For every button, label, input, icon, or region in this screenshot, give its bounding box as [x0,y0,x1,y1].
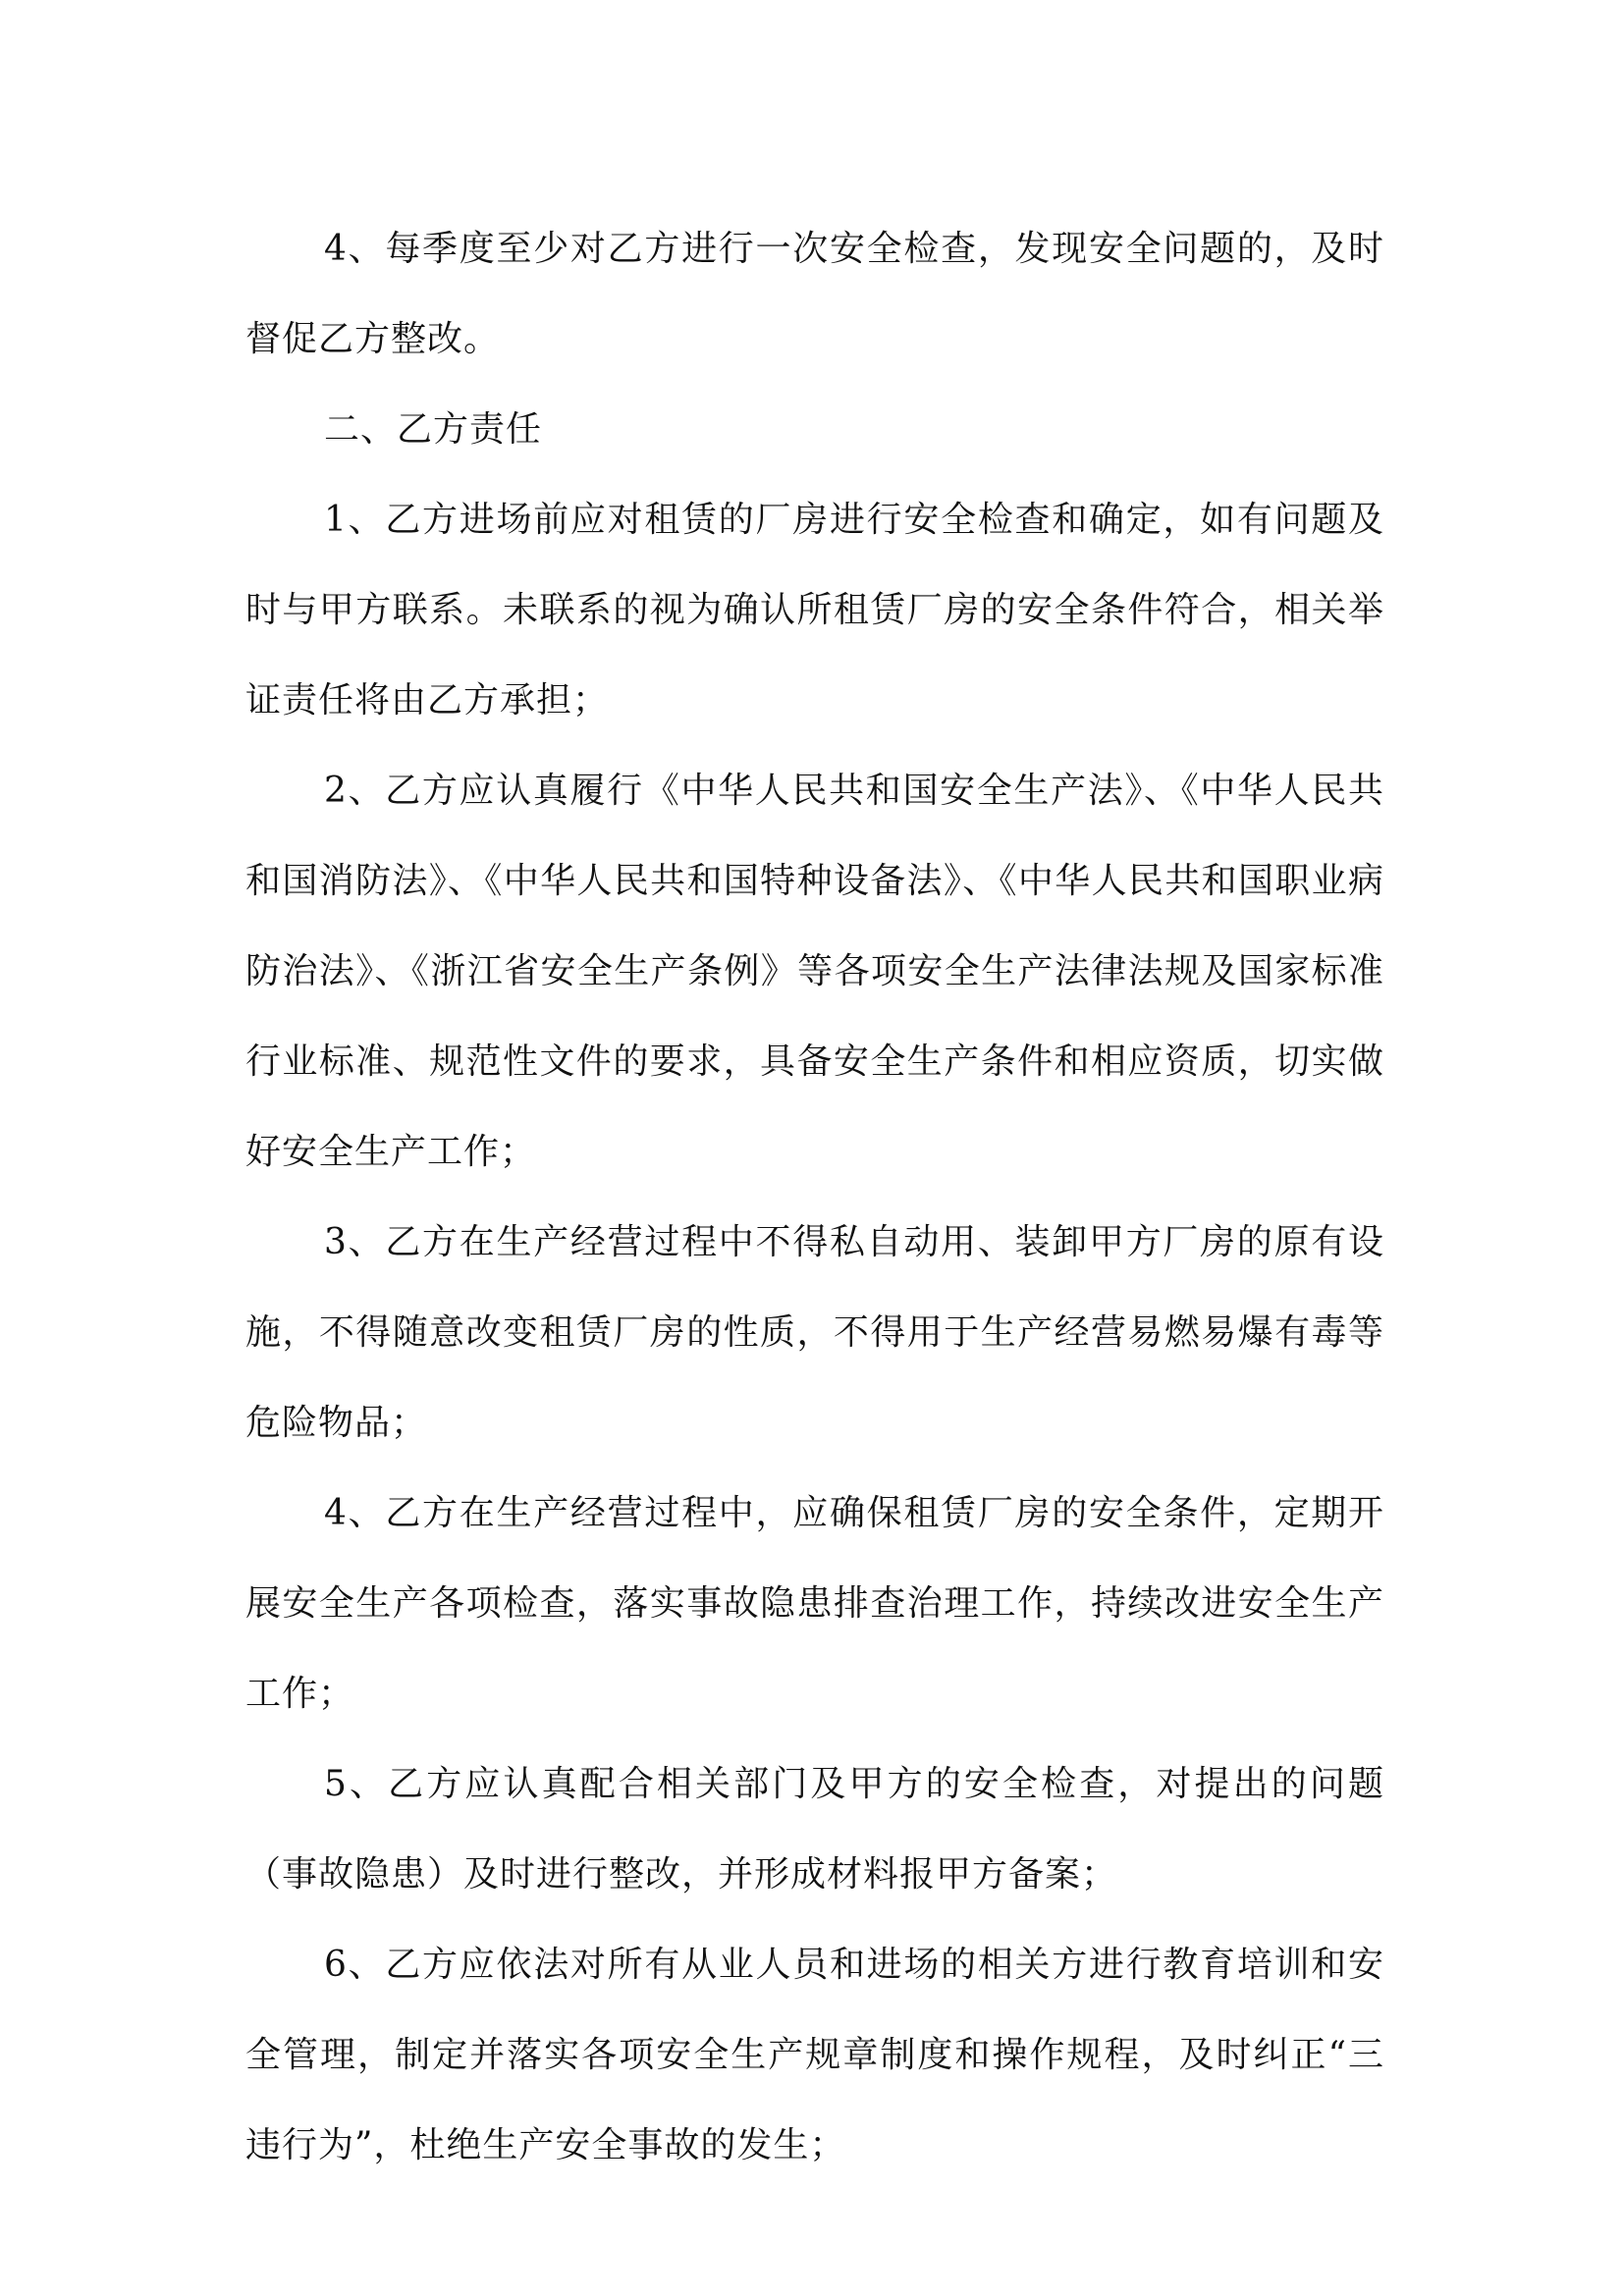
paragraph-party-b-item-6: 6、乙方应依法对所有从业人员和进场的相关方进行教育培训和安全管理，制定并落实各项安全生产规章制度和操作规程，及时纠正“三违行为”，杜绝生产安全事故的发生； [245,1945,1384,2165]
paragraph-party-b-item-4: 4、乙方在生产经营过程中，应确保租赁厂房的安全条件，定期开展安全生产各项检查，落实事故隐患排查治理工作，持续改进安全生产工作； [245,1493,1384,1714]
paragraph-party-a-item-4: 4、每季度至少对乙方进行一次安全检查，发现安全问题的，及时督促乙方整改。 [245,229,1384,359]
document-body [245,204,1384,2191]
paragraph-party-b-item-2: 2、乙方应认真履行《中华人民共和国安全生产法》、《中华人民共和国消防法》、《中华人民共和国特种设备法》、《中华人民共和国职业病防治法》、《浙江省安全生产条例》等各项安全生产法律法规及国家标准行业标准、规范性文件的要求，具备安全生产条件和相应资质，切实做好安全生产工作； [245,771,1384,1172]
section-heading-party-b-responsibility: 二、乙方责任 [324,409,543,450]
paragraph-party-b-item-1: 1、乙方进场前应对租赁的厂房进行安全检查和确定，如有问题及时与甲方联系。未联系的视为确认所租赁厂房的安全条件符合，相关举证责任将由乙方承担； [245,500,1384,721]
paragraph-party-b-item-3: 3、乙方在生产经营过程中不得私自动用、装卸甲方厂房的原有设施，不得随意改变租赁厂房的性质，不得用于生产经营易燃易爆有毒等危险物品； [245,1222,1384,1443]
paragraph-party-b-item-5: 5、乙方应认真配合相关部门及甲方的安全检查，对提出的问题（事故隐患）及时进行整改，并形成材料报甲方备案； [245,1764,1384,1895]
